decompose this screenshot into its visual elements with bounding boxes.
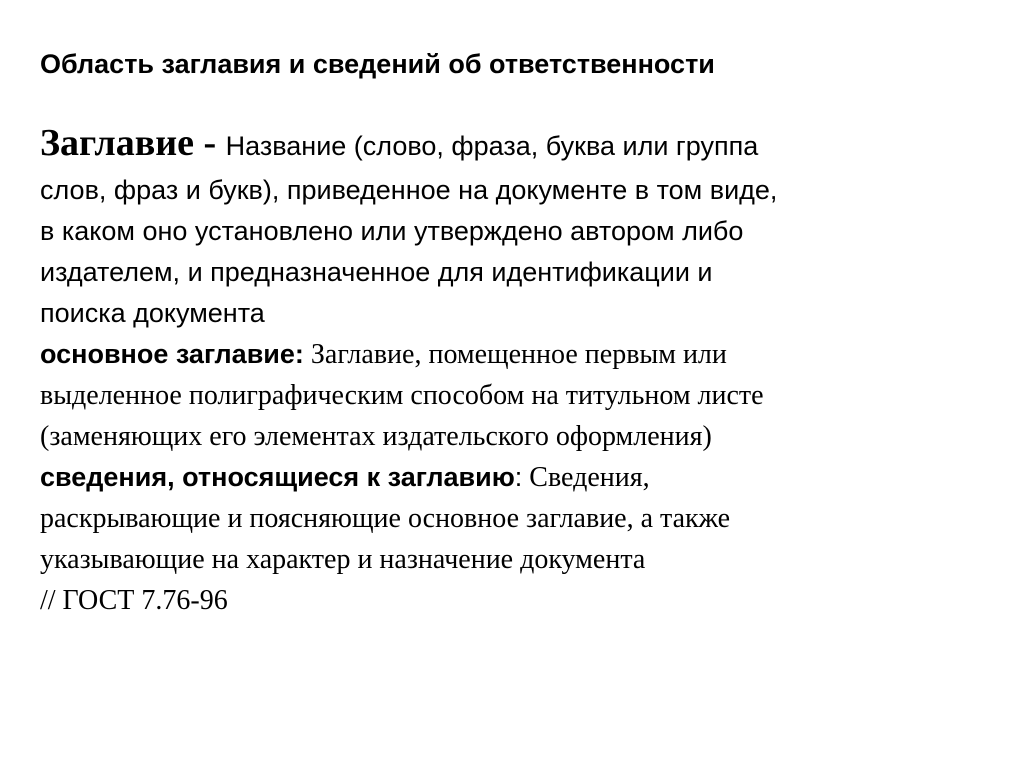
definition-text: Название (слово, фраза, буква или группа xyxy=(225,131,759,161)
definition-text: в каком оно установлено или утверждено автором либо xyxy=(40,216,744,246)
definition-svedeniya-line xyxy=(40,457,990,498)
definition-text: выделенное полиграфическим способом на титульном листе xyxy=(40,380,764,411)
definition-text: (заменяющих его элементах издательского оформления) xyxy=(40,421,712,452)
definition-text: издателем, и предназначенное для идентификации и xyxy=(40,257,713,287)
term-svedeniya: сведения, относящиеся к заглавию xyxy=(40,462,515,492)
definition-text: указывающие на характер и назначение документа xyxy=(40,544,646,575)
definition-text: слов, фраз и букв), приведенное на документе в том виде, xyxy=(40,175,778,205)
slide-title: Область заглавия и сведений об ответственности xyxy=(40,49,715,79)
term-colon: : xyxy=(514,462,523,492)
term-zaglavie: Заглавие - xyxy=(40,122,226,164)
source-reference: // ГОСТ 7.76-96 xyxy=(40,585,228,616)
slide-body xyxy=(40,116,990,621)
definition-text: поиска документа xyxy=(40,298,265,328)
definition-zaglavie-line xyxy=(40,116,990,170)
definition-text: Заглавие, помещенное первым или xyxy=(303,339,727,370)
definition-osnovnoe-line xyxy=(40,334,990,375)
term-osnovnoe-zaglavie: основное заглавие: xyxy=(40,339,304,369)
definition-text: раскрывающие и поясняющие основное заглавие, а также xyxy=(40,503,731,534)
definition-text: Сведения, xyxy=(522,462,650,493)
